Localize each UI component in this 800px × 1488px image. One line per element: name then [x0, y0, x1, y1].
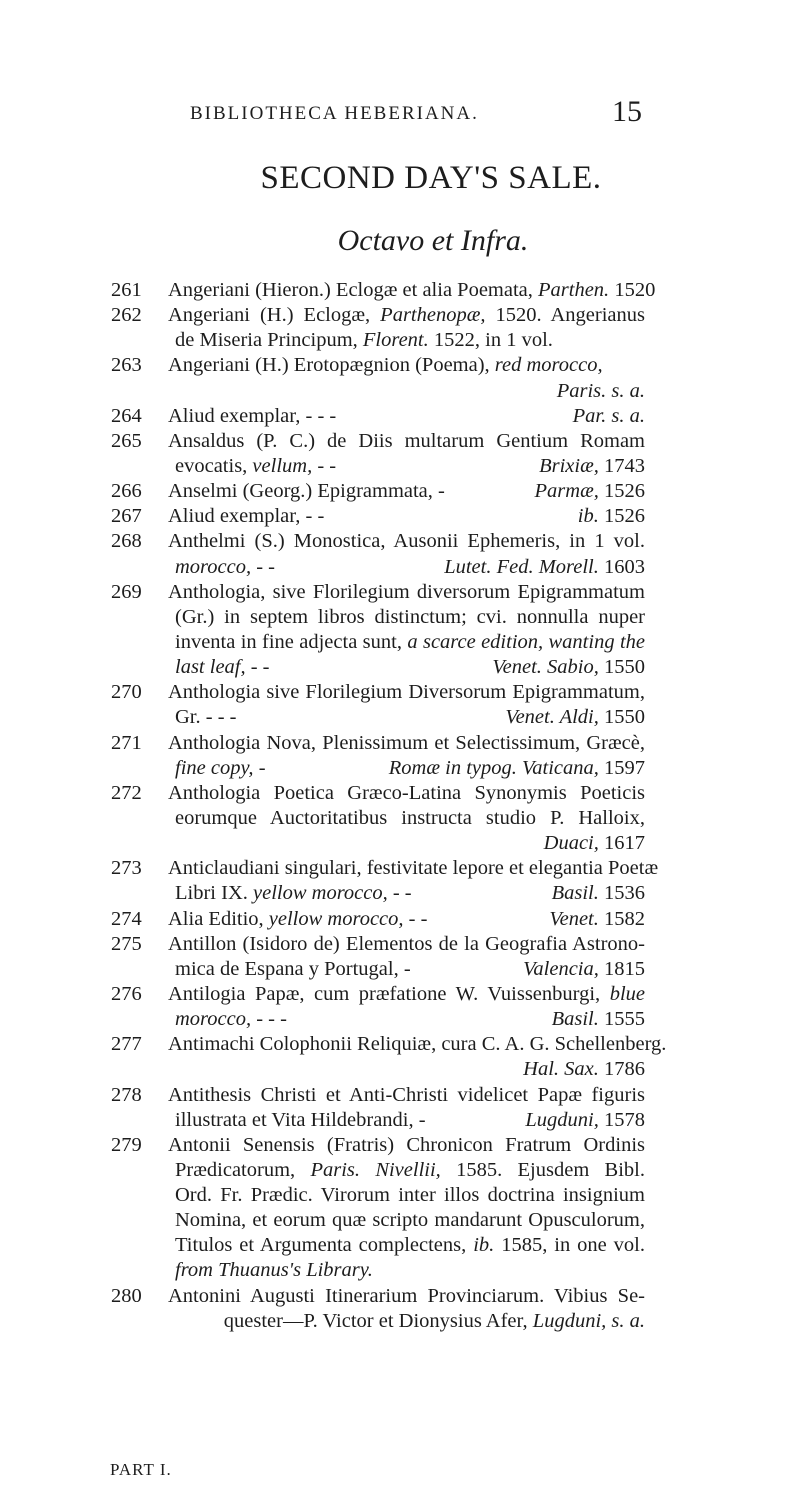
lot-number: 266: [111, 480, 142, 503]
catalogue-entry: [0, 404, 800, 429]
lot-number: 267: [111, 505, 142, 528]
lot-number: 275: [111, 932, 142, 955]
entry-description: [168, 504, 645, 529]
entry-line: [168, 303, 645, 328]
entry-line: [168, 479, 645, 504]
italic-text: from Thuanus's Library.: [175, 1259, 373, 1282]
text: 1578: [598, 1108, 645, 1131]
entry-description: [168, 278, 656, 303]
text: quester—P. Victor et Dionysius Afer,: [223, 1309, 533, 1332]
running-title: BIBLIOTHECA HEBERIANA.: [190, 103, 479, 124]
text: illustrata et Vita Hildebrandi, -: [175, 1108, 426, 1131]
catalogue-entry: [0, 580, 800, 681]
text: Anthologia Poetica Græco-Latina Synonymis Poeticis: [168, 781, 645, 804]
running-header: [0, 95, 800, 128]
entry-line: [168, 781, 645, 806]
italic-text: yellow morocco,: [268, 907, 404, 930]
text: Anthologia, sive Florilegium diversorum Epigrammatum: [168, 580, 645, 603]
section-title: Octavo et Infra.: [337, 224, 529, 257]
catalogue-entry: [0, 529, 800, 579]
lot-number: 271: [111, 731, 142, 754]
signature-mark: PART I.: [110, 1460, 172, 1479]
entry-line: [168, 680, 645, 705]
lot-number: 263: [111, 354, 142, 377]
italic-text: Basil.: [551, 882, 599, 905]
text: eorumque Auctoritatibus instructa studio P. Halloix,: [175, 806, 645, 829]
catalogue-entry: [0, 680, 800, 730]
italic-text: Paris. s. a.: [556, 379, 645, 402]
entry-line: [175, 630, 645, 655]
text: Angeriani (H.) Erotopægnion (Poema),: [168, 354, 495, 377]
lot-number: 268: [111, 530, 142, 553]
lot-number: 264: [111, 404, 142, 427]
entry-description: [168, 529, 645, 579]
text: Antilogia Papæ, cum præfatione W. Vuissenburgi,: [168, 982, 610, 1005]
italic-text: yellow morocco,: [253, 882, 388, 905]
lot-number: 279: [111, 1133, 142, 1156]
italic-text: morocco,: [175, 555, 252, 578]
catalogue-entry: [0, 429, 800, 479]
entry-description: [168, 1032, 667, 1082]
text: 1743: [598, 454, 645, 477]
entry-line: [175, 454, 645, 479]
entry-description: [168, 1133, 646, 1284]
text: 1526: [598, 505, 645, 528]
entry-line: [175, 379, 645, 404]
entry-line: [168, 982, 645, 1007]
text: Ord. Fr. Prædic. Virorum inter illos doctrina insignium: [175, 1184, 645, 1207]
lot-number: 278: [111, 1083, 142, 1106]
italic-text: Venet. Aldi,: [505, 706, 599, 729]
lot-number: 262: [111, 304, 142, 327]
entry-line: [168, 1083, 645, 1108]
entry-line: [175, 705, 645, 730]
entry-line: [175, 881, 645, 906]
italic-text: blue: [609, 982, 645, 1005]
text: Angeriani (Hieron.) Eclogæ et alia Poemata,: [168, 279, 539, 301]
lot-number: 265: [111, 429, 142, 452]
catalogue-entries: [0, 278, 800, 1334]
italic-text: Venet. Sabio,: [492, 656, 599, 679]
catalogue-entry: [0, 982, 800, 1032]
text: - -: [403, 907, 428, 930]
italic-text: Valencia,: [523, 957, 599, 980]
lot-number: 261: [111, 279, 142, 301]
text: 1815: [598, 957, 645, 980]
catalogue-entry: [0, 353, 800, 403]
entry-line: [175, 555, 645, 580]
text: Antimachi Colophonii Reliquiæ, cura C. A. G. Schellenberg.: [168, 1033, 667, 1056]
entry-line: [168, 278, 656, 303]
entry-description: [168, 731, 645, 781]
text: Anticlaudiani singulari, festivitate lepore et elegantia Poetæ: [168, 857, 659, 880]
text: 1786: [598, 1058, 645, 1081]
text: 1585, in one vol.: [494, 1234, 645, 1257]
text: - -: [312, 454, 337, 477]
entry-description: [168, 907, 645, 932]
entry-line: [175, 1007, 645, 1032]
italic-text: Florent.: [362, 329, 429, 352]
catalogue-entry: [0, 278, 800, 303]
italic-text: Venet.: [549, 907, 599, 930]
italic-text: ib.: [577, 505, 599, 528]
text: 1536: [598, 882, 645, 905]
text: Anthologia sive Florilegium Diversorum Epigrammatum,: [168, 681, 645, 704]
text: inventa in fine adjecta sunt,: [175, 630, 408, 653]
entry-description: [168, 1284, 645, 1334]
italic-text: red morocco,: [494, 354, 603, 377]
entry-description: [168, 353, 645, 403]
entry-description: [168, 932, 645, 982]
lot-number: 277: [111, 1033, 142, 1056]
catalogue-entry: [0, 1133, 800, 1284]
text: - -: [245, 656, 270, 679]
entry-line: [175, 756, 645, 781]
italic-text: Lutet. Fed. Morell.: [444, 555, 599, 578]
entry-line: [175, 655, 645, 680]
text: Nomina, et eorum quæ scripto mandarunt Opusculorum,: [175, 1209, 645, 1232]
entry-line: [168, 731, 645, 756]
text: Aliud exemplar, - -: [168, 505, 325, 528]
text: Anthologia Nova, Plenissimum et Selectissimum, Græcè,: [168, 731, 645, 754]
italic-text: Lugduni, s. a.: [532, 1309, 645, 1332]
italic-text: vellum,: [252, 454, 313, 477]
entry-line: [168, 1284, 645, 1309]
text: - -: [387, 882, 412, 905]
entry-line: [175, 1233, 645, 1258]
italic-text: Lugduni,: [525, 1108, 599, 1131]
entry-line: [175, 957, 645, 982]
text: Ansaldus (P. C.) de Diis multarum Gentium Romam: [168, 429, 645, 452]
entry-line: [168, 353, 645, 378]
text: 1555: [598, 1008, 645, 1031]
text: 1520. Angerianus: [485, 304, 646, 327]
italic-text: Duaci,: [543, 832, 599, 855]
catalogue-entry: [0, 856, 800, 906]
catalogue-entry: [0, 1284, 800, 1334]
text: mica de Espana y Portugal, -: [175, 957, 411, 980]
catalogue-entry: [0, 907, 800, 932]
italic-text: Parthenopæ,: [380, 304, 486, 327]
entry-line: [175, 1158, 645, 1183]
italic-text: Romæ in typog. Vaticana,: [388, 756, 599, 779]
catalogue-entry: [0, 731, 800, 781]
entry-line: [175, 806, 645, 831]
lot-number: 269: [111, 580, 142, 603]
entry-line: [175, 1108, 645, 1133]
entry-line: [175, 1258, 645, 1283]
text: Aliud exemplar, - - -: [168, 404, 337, 427]
text: 1520: [609, 279, 656, 301]
text: Antithesis Christi et Anti-Christi videlicet Papæ figuris: [168, 1083, 645, 1106]
italic-text: Nivellii,: [375, 1158, 441, 1181]
text: Prædicatorum,: [175, 1158, 311, 1181]
text: Antonini Augusti Itinerarium Provinciarum. Vibius Se-: [168, 1284, 645, 1307]
entry-description: [168, 479, 645, 504]
text: - - -: [251, 1008, 287, 1031]
text: 1585. Ejusdem Bibl.: [440, 1158, 646, 1181]
catalogue-entry: [0, 781, 800, 856]
italic-text: fine copy,: [175, 756, 254, 779]
entry-line: [168, 856, 659, 881]
entry-description: [168, 1083, 645, 1133]
entry-line: [175, 605, 645, 630]
page-number: 15: [612, 95, 642, 128]
entry-line: [175, 1208, 645, 1233]
text: evocatis,: [175, 454, 253, 477]
text: 1603: [598, 555, 645, 578]
italic-text: Parthen.: [538, 279, 610, 301]
text: (Gr.) in septem libros distinctum; cvi. nonnulla nuper: [175, 605, 645, 628]
text: Angeriani (H.) Eclogæ,: [168, 304, 381, 327]
italic-text: Parmæ,: [534, 480, 599, 503]
catalogue-entry: [0, 504, 800, 529]
entry-description: [168, 404, 645, 429]
text: 1582: [598, 907, 645, 930]
lot-number: 280: [111, 1284, 142, 1307]
entry-description: [168, 580, 645, 681]
entry-line: [168, 1133, 645, 1158]
lot-number: 274: [111, 907, 142, 930]
italic-text: Hal. Sax.: [523, 1058, 599, 1081]
entry-description: [168, 303, 646, 353]
lot-number: 270: [111, 681, 142, 704]
text: Antonii Senensis (Fratris) Chronicon Fratrum Ordinis: [168, 1133, 645, 1156]
entry-description: [168, 856, 659, 906]
text: 1617: [598, 832, 645, 855]
text: 1522, in 1 vol.: [428, 329, 553, 352]
text: 1597: [598, 756, 645, 779]
entry-line: [168, 404, 645, 429]
text: Antillon (Isidoro de) Elementos de la Geografia Astrono-: [168, 932, 645, 955]
catalogue-entry: [0, 1083, 800, 1133]
entry-line: [168, 429, 645, 454]
catalogue-entry: [0, 303, 800, 353]
entry-description: [168, 429, 645, 479]
entry-line: [175, 1057, 645, 1082]
text: 1550: [598, 706, 645, 729]
italic-text: Paris.: [310, 1158, 360, 1181]
text: de Miseria Principum,: [175, 329, 363, 352]
entry-line: [168, 907, 645, 932]
text: Gr. - - -: [175, 706, 237, 729]
italic-text: morocco,: [175, 1008, 252, 1031]
entry-description: [168, 781, 645, 856]
entry-line: [175, 1183, 645, 1208]
text: Anselmi (Georg.) Epigrammata, -: [168, 480, 445, 503]
italic-text: Par. s. a.: [572, 404, 645, 427]
entry-line: [168, 1032, 667, 1057]
entry-line: [168, 504, 645, 529]
italic-text: ib.: [473, 1234, 495, 1257]
text: Alia Editio,: [168, 907, 269, 930]
entry-line: [168, 932, 645, 957]
lot-number: 272: [111, 781, 142, 804]
text: Anthelmi (S.) Monostica, Ausonii Ephemeris, in 1 vol.: [168, 530, 645, 553]
catalogue-entry: [0, 1032, 800, 1082]
italic-text: Basil.: [551, 1008, 599, 1031]
text: [360, 1159, 375, 1181]
text: Titulos et Argumenta complectens,: [175, 1234, 474, 1257]
entry-line: [168, 580, 645, 605]
catalogue-entry: [0, 479, 800, 504]
lot-number: 276: [111, 982, 142, 1005]
text: - -: [251, 555, 276, 578]
entry-line: [175, 328, 645, 353]
text: 1550: [598, 656, 645, 679]
entry-description: [168, 680, 645, 730]
entry-line: [175, 1309, 645, 1334]
text: -: [253, 756, 266, 779]
italic-text: Brixiæ,: [539, 454, 599, 477]
entry-description: [168, 982, 645, 1032]
entry-line: [168, 529, 645, 554]
sale-title: SECOND DAY'S SALE.: [260, 160, 602, 196]
entry-line: [175, 831, 645, 856]
italic-text: last leaf,: [175, 656, 246, 679]
italic-text: a scarce edition, wanting the: [407, 630, 645, 653]
catalogue-entry: [0, 932, 800, 982]
text: Libri IX.: [175, 882, 253, 905]
text: 1526: [598, 480, 645, 503]
lot-number: 273: [111, 857, 142, 880]
